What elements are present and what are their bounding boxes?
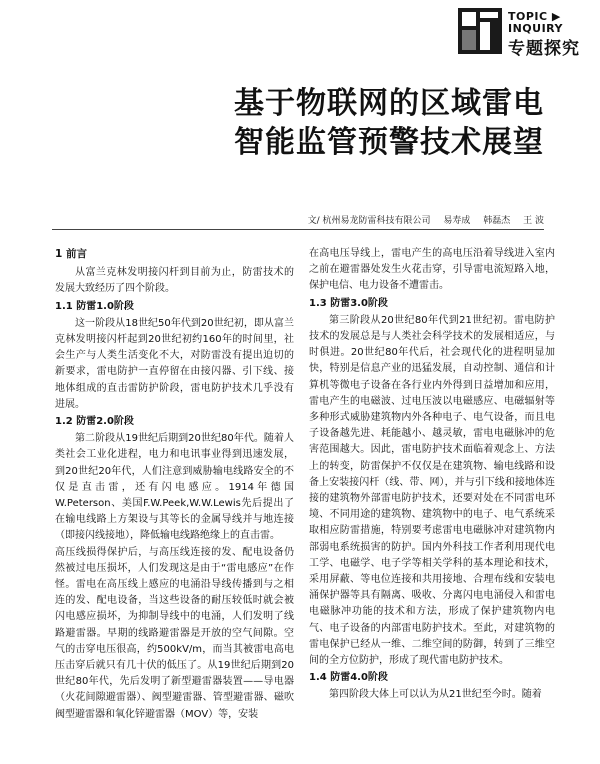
paragraph: 这一阶段从18世纪50年代到20世纪初，即从富兰克林发明接闪杆起到20世纪初约160年的时间里，社会生产与人类生活变化不大，对防雷没有提出迫切的新要求，雷电防护一直停留在由接闪器、引下线、接地体组成的直击雷防护阶段，雷电防护技术几乎没有进展。 <box>55 317 294 410</box>
magazine-logo <box>458 8 588 59</box>
left-column <box>55 246 294 723</box>
paragraph: 从富兰克林发明接闪杆到目前为止，防雷技术的发展大致经历了四个阶段。 <box>55 267 294 295</box>
section-heading: 1 前言 <box>55 248 87 260</box>
paragraph: 第二阶段从19世纪后期到20世纪80年代。随着人类社会工业化进程，电力和电讯事业得到迅速发展，到20世纪20年代，人们注意到威胁输电线路安全的不仅是直击雷，还有闪电感应。1914年德国W.Peterson、美国F.W.Peek,W.W.Lewis先后提出了在输电线路上方架设与其等长的金属导线并与地连接（即接闪线接地），降低输电线路绝缘上的直击雷。 <box>55 433 294 542</box>
logo-text-inquiry: INQUIRY <box>508 22 564 35</box>
subsection-heading: 1.1 防雷1.0阶段 <box>55 300 134 312</box>
paragraph: 高压线损得保护后，与高压线连接的发、配电设备仍然被过电压损坏，人们发现这是由于“雷电感应”在作怪。雷电在高压线上感应的电涌沿导线传播到与之相连的发、配电设备，当这些设备的耐压较低时就会被闪电感应损坏，为抑制导线中的电涌，人们发明了线路避雷器。早期的线路避雷器是开放的空气间隙。空气的击穿电压很高，约500kV/m，而当其被雷电高电压击穿后就只有几十伏的低压了。从19世纪后期到20世纪80年代，先后发明了新型避雷器装置——导电器（火花间隙避雷器）、阀型避雷器、管型避雷器、磁吹阀型避雷器和氧化锌避雷器（MOV）等，安装 <box>55 546 294 720</box>
logo-text-topic: TOPIC ▶ <box>508 10 561 23</box>
subsection-heading: 1.3 防雷3.0阶段 <box>309 297 388 309</box>
author-name: 王 波 <box>523 216 544 226</box>
paragraph: 在高电压导线上，雷电产生的高电压沿着导线进入室内之前在避雷器处发生火花击穿，引导雷电流短路入地，保护电信、电力设备不遭雷击。 <box>309 248 555 292</box>
right-column <box>309 246 555 704</box>
topic-inquiry-logo-icon <box>458 8 502 54</box>
byline-affiliation: 文/ 杭州易龙防雷科技有限公司 <box>307 216 431 226</box>
byline <box>308 213 544 226</box>
logo-text-chinese: 专题探究 <box>508 39 580 59</box>
title-line-2: 智能监管预警技术展望 <box>234 125 544 160</box>
paragraph: 第三阶段从20世纪80年代到21世纪初。雷电防护技术的发展总是与人类社会科学技术的发展相适应，与时俱进。20世纪80年代后，社会现代化的进程明显加快，特别是信息产业的迅猛发展，自动控制、通信和计算机等微电子设备在各行业内外得到日益增加和应用，雷电产生的电磁波、过电压波以电磁感应、电磁辐射等多种形式威胁建筑物内外各种电子、电气设备，而且电子设备越先进、耗能越小、越灵敏，雷电电磁脉冲的危害范围越大。因此，雷电防护技术面临着观念上、方法上的转变，防雷保护不仅仅是在建筑物、输电线路和设备上安装接闪杆（线、带、网），并与引下线和接地体连接的建筑物外部雷电防护技术，还要对处在不同雷电环境、不同用途的建筑物、建筑物中的电子、电气系统采取相应防雷措施，特别要考虑雷电电磁脉冲对建筑物内部弱电系统损害的防护。国内外科技工作者利用现代电工学、电磁学、电子学等相关学科的基本理论和技术，采用屏蔽、等电位连接和共用接地、合理布线和安装电涌保护器等具有隔离、吸收、分离闪电电涌侵入和雷电电磁脉冲功能的技术和方法，形成了保护建筑物内电气、电子设备的内部雷电防护技术。至此，对建筑物的雷电保护已经从一维、二维空间的防御，转到了三维空间的全方位防护，形成了现代雷电防护技术。 <box>309 314 555 667</box>
paragraph: 第四阶段大体上可以认为从21世纪至今时。随着 <box>329 689 542 701</box>
author-name: 易寿成 <box>443 216 471 226</box>
article-title <box>234 84 544 162</box>
header-divider <box>52 229 544 230</box>
subsection-heading: 1.2 防雷2.0阶段 <box>55 416 134 428</box>
subsection-heading: 1.4 防雷4.0阶段 <box>309 672 388 684</box>
author-name: 韩磊杰 <box>483 216 511 226</box>
title-line-1: 基于物联网的区域雷电 <box>234 86 544 121</box>
